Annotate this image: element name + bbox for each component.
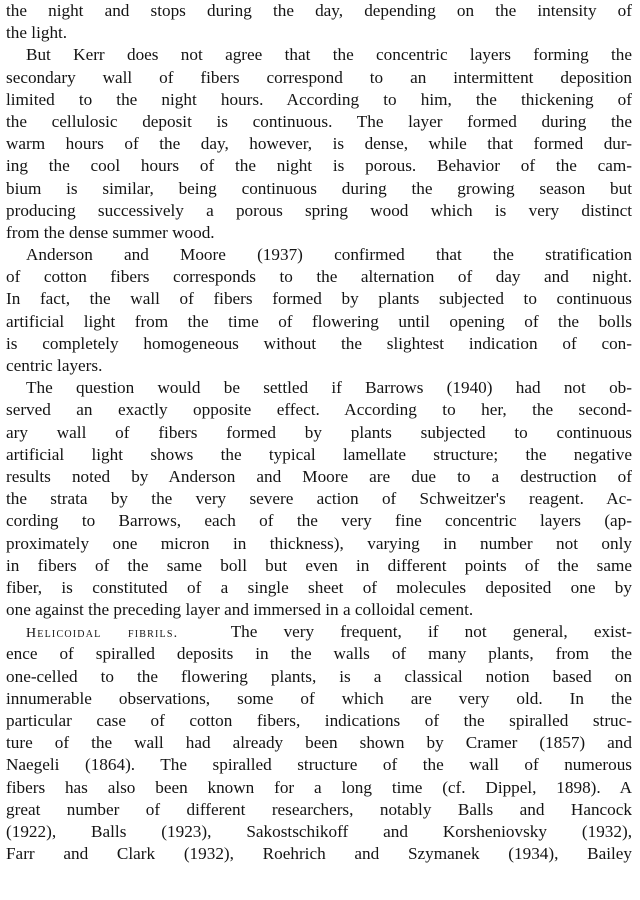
text-line — [6, 621, 632, 643]
text-line: artificial light shows the typical lamellate structure; the negative — [6, 444, 632, 464]
text-line: In fact, the wall of fibers formed by plants subjected to continuous — [6, 289, 632, 309]
text-line: centric layers. — [6, 356, 103, 375]
text-line: limited to the night hours. According to him, the thickening of — [6, 89, 632, 109]
text-line: secondary wall of fibers correspond to an intermittent deposition — [6, 67, 632, 87]
text-line: great number of different researchers, notably Balls and Hancock — [6, 799, 632, 819]
text-line: ary wall of fibers formed by plants subjected to continuous — [6, 422, 632, 442]
text-line: Anderson and Moore (1937) confirmed that the stratification — [26, 245, 632, 265]
text-line: The question would be settled if Barrows (1940) had not ob- — [26, 378, 632, 398]
document-page — [6, 0, 632, 900]
text-line: results noted by Anderson and Moore are due to a destruction of — [6, 466, 632, 486]
text-line: one-celled to the flowering plants, is a classical notion based on — [6, 666, 632, 686]
paragraph-continuation — [6, 0, 632, 44]
text-line: warm hours of the day, however, is dense, while that formed dur- — [6, 134, 632, 154]
text-line: (1922), Balls (1923), Sakostschikoff and Korsheniovsky (1932), — [6, 821, 632, 841]
text-line: one against the preceding layer and immersed in a colloidal cement. — [6, 600, 474, 620]
text-line: producing successively a porous spring wood which is very distinct — [6, 200, 632, 220]
text-line: the night and stops during the day, depending on the intensity of — [6, 1, 632, 20]
paragraph-anderson-moore — [6, 244, 632, 377]
text-line: ture of the wall had already been shown by Cramer (1857) and — [6, 733, 632, 753]
text-line: But Kerr does not agree that the concentric layers forming the — [26, 45, 632, 65]
text-line: fiber, is constituted of a single sheet of molecules deposited one by — [6, 577, 632, 597]
paragraph-barrows — [6, 377, 632, 621]
text-line: particular case of cotton fibers, indications of the spiralled struc- — [6, 711, 632, 730]
text-line: in fibers of the same boll but even in different points of the same — [6, 555, 632, 575]
text-line: the strata by the very severe action of Schweitzer's reagent. Ac- — [6, 489, 632, 509]
text-line: served an exactly opposite effect. According to her, the second- — [6, 400, 632, 420]
text-line: of cotton fibers corresponds to the alternation of day and night. — [6, 267, 632, 287]
text-line: ence of spiralled deposits in the walls of many plants, from the — [6, 644, 632, 664]
text-line: artificial light from the time of flowering until opening of the bolls — [6, 311, 632, 331]
text-line: proximately one micron in thickness), varying in number not only — [6, 533, 632, 553]
text-line: the light. — [6, 23, 68, 43]
text-line: innumerable observations, some of which are very old. In the — [6, 688, 632, 708]
paragraph-helicoidal-fibrils — [6, 621, 632, 865]
text-line: ing the cool hours of the night is porous. Behavior of the cam- — [6, 156, 632, 176]
text-line: Farr and Clark (1932), Roehrich and Szymanek (1934), Bailey — [6, 844, 632, 864]
text-line: is completely homogeneous without the slightest indication of con- — [6, 333, 632, 353]
text-line: from the dense summer wood. — [6, 222, 215, 242]
paragraph-kerr — [6, 44, 632, 244]
text-line-content: The very frequent, if not general, exist- — [230, 622, 632, 642]
section-heading: Helicoidal fibrils. — [26, 626, 179, 642]
text-line: bium is similar, being continuous during the growing season but — [6, 178, 632, 198]
text-line: Naegeli (1864). The spiralled structure of the wall of numerous — [6, 755, 632, 775]
text-line: cording to Barrows, each of the very fine concentric layers (ap- — [6, 511, 632, 531]
text-line: fibers has also been known for a long time (cf. Dippel, 1898). A — [6, 777, 632, 797]
text-line: the cellulosic deposit is continuous. The layer formed during the — [6, 111, 632, 131]
